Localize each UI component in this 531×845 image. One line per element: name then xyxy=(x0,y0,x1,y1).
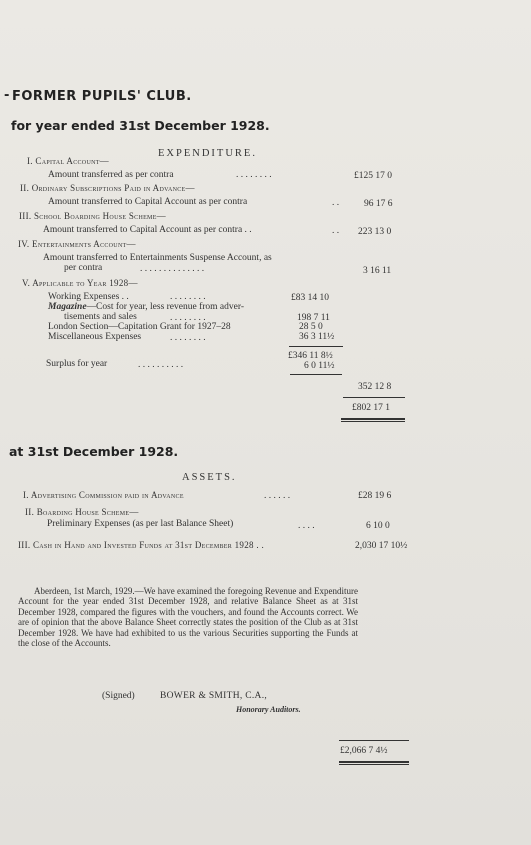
grand-total-amount: £802 17 1 xyxy=(352,403,390,413)
magazine-dots: . . . . . . . . xyxy=(170,313,206,323)
advertising-dots: . . . . . . xyxy=(264,491,291,501)
expenditure-heading: EXPENDITURE. xyxy=(158,148,257,159)
balance-total-rule-1 xyxy=(339,761,409,763)
balance-total-amount: £2,066 7 4½ xyxy=(340,746,388,756)
magazine-line-2: tisements and sales xyxy=(64,312,137,322)
entertainments-dots: . . . . . . . . . . . . . . xyxy=(140,264,205,274)
section-boarding-house-scheme: III. School Boarding House Scheme— xyxy=(19,211,166,221)
asset-boarding-house-scheme: II. Boarding House Scheme— xyxy=(25,507,139,517)
subscriptions-dots: . . xyxy=(332,198,340,208)
section-capital-account: I. Capital Account— xyxy=(27,156,109,166)
cash-in-hand-amount: 2,030 17 10½ xyxy=(355,541,408,551)
entertainments-line-1: Amount transferred to Entertainments Suspense Account, as xyxy=(43,253,272,263)
auditors-name: BOWER & SMITH, C.A., xyxy=(160,691,268,701)
preliminary-amount: 6 10 0 xyxy=(366,521,390,531)
assets-heading: ASSETS. xyxy=(182,472,237,483)
surplus-label: Surplus for year xyxy=(46,359,108,369)
entertainments-amount: 3 16 11 xyxy=(363,266,392,276)
applicable-total: 352 12 8 xyxy=(358,382,392,392)
capital-amount: £125 17 0 xyxy=(354,171,392,181)
working-expenses-dots: . . . . . . . . xyxy=(170,292,206,302)
london-section-amount: 28 5 0 xyxy=(299,322,323,332)
surplus-rule xyxy=(290,374,342,375)
working-expenses-amount: £83 14 10 xyxy=(291,293,329,303)
misc-expenses-dots: . . . . . . . . xyxy=(170,333,206,343)
balance-total-rule-2 xyxy=(339,764,409,765)
surplus-amount: 6 0 11½ xyxy=(304,361,335,371)
surplus-dots: . . . . . . . . . . xyxy=(138,360,184,370)
title-dash: - xyxy=(4,88,10,103)
working-expenses-label: Working Expenses . . xyxy=(48,292,129,302)
asset-advertising-commission: I. Advertising Commission paid in Advance xyxy=(23,490,184,500)
grand-total-rule-1 xyxy=(341,418,405,420)
preliminary-dots: . . . . xyxy=(298,521,315,531)
auditors-title: Honorary Auditors. xyxy=(236,705,301,714)
section-entertainments-account: IV. Entertainments Account— xyxy=(18,239,136,249)
page-title: FORMER PUPILS' CLUB. xyxy=(12,89,192,104)
subtotal-rule xyxy=(289,346,343,347)
magazine-amount: 198 7 11 xyxy=(297,313,330,323)
balance-date-heading: at 31st December 1928. xyxy=(9,444,179,459)
advertising-amount: £28 19 6 xyxy=(358,491,392,501)
capital-line: Amount transferred as per contra xyxy=(48,170,174,180)
boarding-dots: . . xyxy=(332,226,340,236)
entertainments-line-2: per contra xyxy=(64,263,103,273)
auditors-statement: Aberdeen, 1st March, 1929.—We have examined the foregoing Revenue and Expenditure Account for the year ended 31st December 1928, and relative Balance Sheet as at 31st December 1928, compared the figures with the vouchers, and found the Accounts correct. We are of opinion that the above Balance Sheet correctly states the position of the Club as at 31st December 1928. We have had exhibited to us the various Securities supporting the Funds at the close of the Accounts. xyxy=(18,586,358,649)
section-applicable-to-year: V. Applicable to Year 1928— xyxy=(22,278,138,288)
magazine-text: —Cost for year, less revenue from adver- xyxy=(86,302,244,312)
grand-total-rule-2 xyxy=(341,421,405,422)
preliminary-expenses-line: Preliminary Expenses (as per last Balance Sheet) xyxy=(47,519,234,529)
capital-dots: . . . . . . . . xyxy=(236,170,272,180)
magazine-word: Magazine xyxy=(48,302,87,312)
subscriptions-line: Amount transferred to Capital Account as per contra xyxy=(48,197,248,207)
section-ordinary-subscriptions: II. Ordinary Subscriptions Paid in Advance— xyxy=(20,183,195,193)
asset-cash-in-hand: III. Cash in Hand and Invested Funds at 31st December 1928 . . xyxy=(18,540,265,550)
page-subtitle: for year ended 31st December 1928. xyxy=(11,118,270,133)
boarding-amount: 223 13 0 xyxy=(358,227,392,237)
grand-total-rule-top xyxy=(343,397,405,398)
boarding-line: Amount transferred to Capital Account as per contra . . xyxy=(43,225,252,235)
signed-label: (Signed) xyxy=(102,691,135,701)
london-section-label: London Section—Capitation Grant for 1927–28 xyxy=(48,322,231,332)
misc-expenses-label: Miscellaneous Expenses xyxy=(48,332,142,342)
misc-expenses-amount: 36 3 11½ xyxy=(299,332,335,342)
subtotal-amount: £346 11 8½ xyxy=(288,351,333,361)
magazine-line-1 xyxy=(48,302,244,312)
subscriptions-amount: 96 17 6 xyxy=(364,199,393,209)
balance-total-rule-top xyxy=(339,740,409,741)
